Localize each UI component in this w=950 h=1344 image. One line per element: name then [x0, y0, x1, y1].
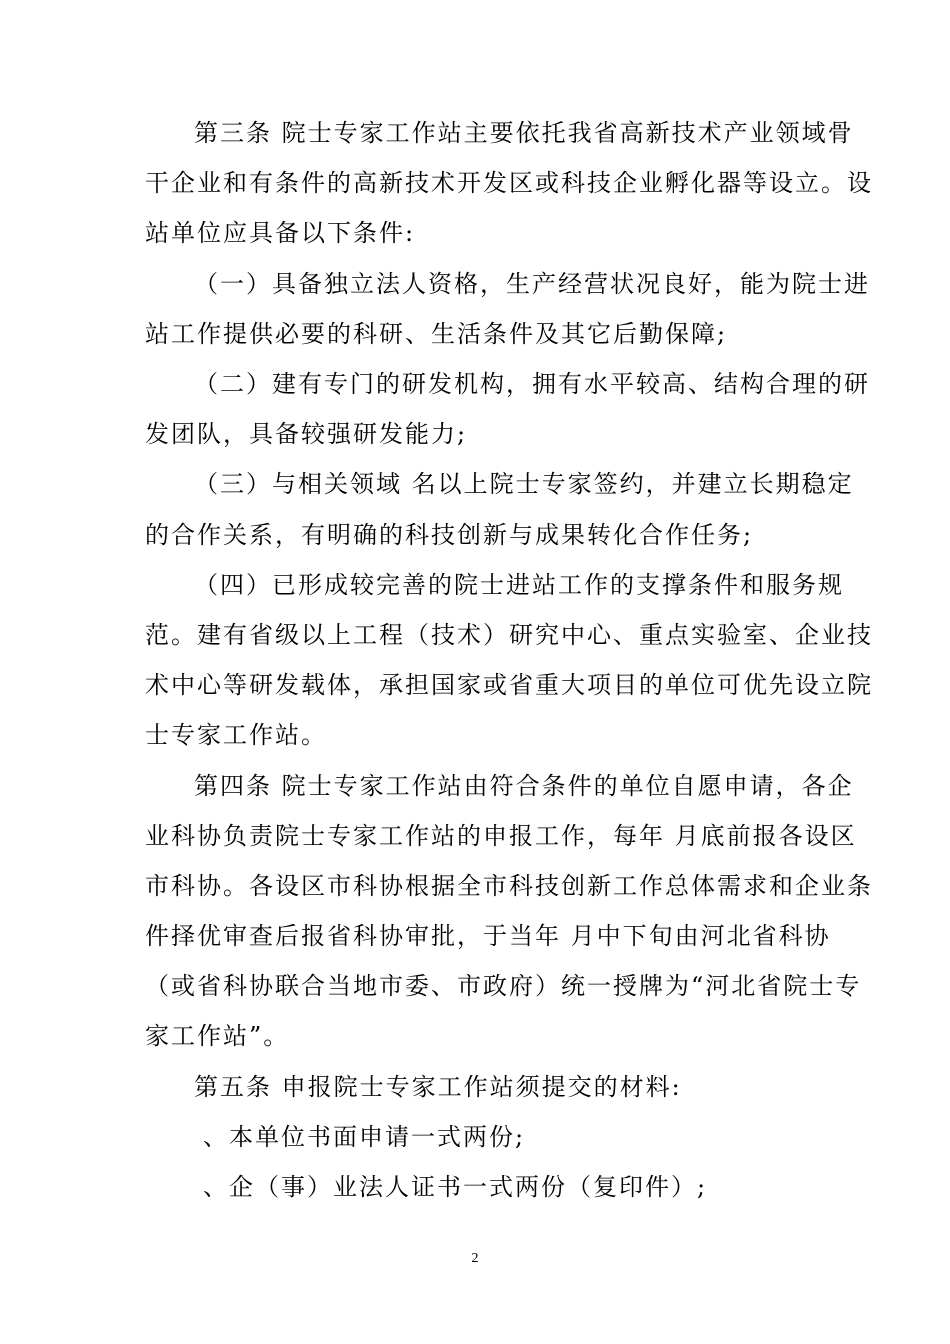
- text-line: （或省科协联合当地市委、市政府）统一授牌为“河北省院士专: [145, 972, 862, 1000]
- text-line: （四）已形成较完善的院士进站工作的支撑条件和服务规: [194, 571, 844, 599]
- text-line: （三）与相关领域 名以上院士专家签约，并建立长期稳定: [194, 470, 854, 498]
- text-line: 第四条 院士专家工作站由符合条件的单位自愿申请，各企: [194, 772, 854, 800]
- text-line: 的合作关系，有明确的科技创新与成果转化合作任务;: [145, 521, 754, 549]
- text-line: 市科协。各设区市科协根据全市科技创新工作总体需求和企业条: [145, 872, 873, 900]
- text-line: 第三条 院士专家工作站主要依托我省高新技术产业领域骨: [194, 119, 854, 147]
- page-number: 2: [471, 1251, 479, 1266]
- text-line: 干企业和有条件的高新技术开发区或科技企业孵化器等设立。设: [145, 169, 873, 197]
- text-line: 第五条 申报院士专家工作站须提交的材料:: [194, 1073, 682, 1101]
- text-line: 站工作提供必要的科研、生活条件及其它后勤保障;: [145, 320, 728, 348]
- text-line: 业科协负责院士专家工作站的申报工作，每年 月底前报各设区: [145, 822, 857, 850]
- text-line: 家工作站”。: [145, 1022, 290, 1050]
- text-line: （二）建有专门的研发机构，拥有水平较高、结构合理的研: [194, 370, 870, 398]
- text-line: 士专家工作站。: [145, 721, 327, 749]
- text-line: 件择优审查后报省科协审批，于当年 月中下旬由河北省科协: [145, 922, 831, 950]
- text-line: 术中心等研发载体，承担国家或省重大项目的单位可优先设立院: [145, 671, 873, 699]
- text-line: 发团队，具备较强研发能力;: [145, 420, 468, 448]
- text-line: 范。建有省级以上工程（技术）研究中心、重点实验室、企业技: [145, 621, 873, 649]
- text-line: （一）具备独立法人资格，生产经营状况良好，能为院士进: [194, 270, 870, 298]
- text-line: 、企（事）业法人证书一式两份（复印件）;: [203, 1173, 708, 1201]
- text-line: 站单位应具备以下条件:: [145, 219, 416, 247]
- text-line: 、本单位书面申请一式两份;: [203, 1123, 526, 1151]
